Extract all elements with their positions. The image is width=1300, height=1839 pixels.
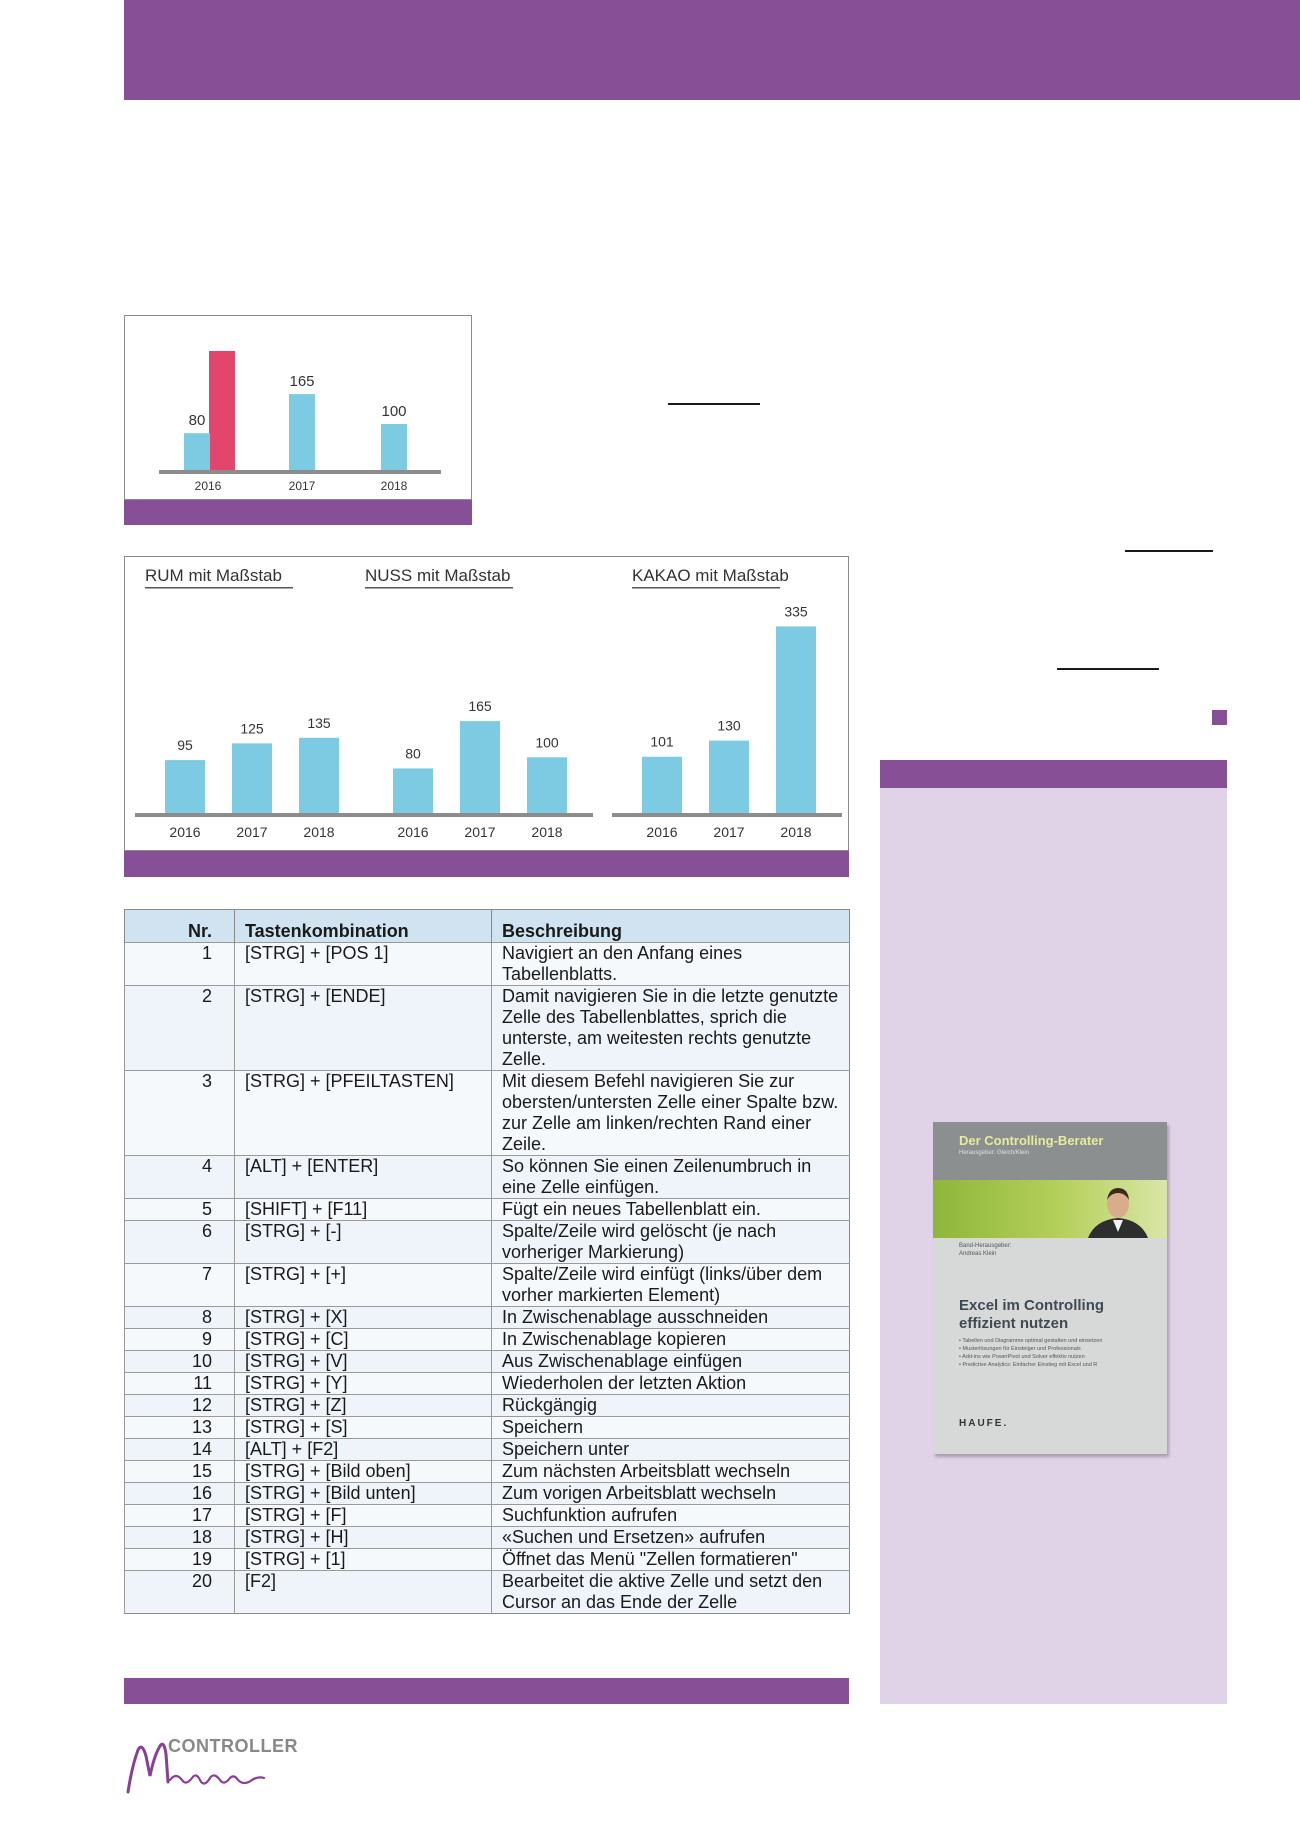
cell-desc: «Suchen und Ersetzen» aufrufen [492, 1527, 850, 1549]
group-title-underline [365, 587, 513, 589]
chart-grouped-svg [125, 557, 848, 850]
table-row [125, 1505, 850, 1527]
cell-keys: [STRG] + [C] [235, 1329, 492, 1351]
header-band [124, 0, 1300, 100]
cell-keys: [STRG] + [Y] [235, 1373, 492, 1395]
link-underline-1 [668, 403, 760, 405]
cell-nr: 16 [125, 1483, 235, 1505]
table-row [125, 1221, 850, 1264]
cell-desc: Speichern [492, 1417, 850, 1439]
cell-desc: Rückgängig [492, 1395, 850, 1417]
cell-nr: 14 [125, 1439, 235, 1461]
author-portrait [1083, 1182, 1153, 1238]
bar [527, 757, 567, 813]
book-bullet: • Predictive Analytics: Einfacher Einstieg mit Excel und R [959, 1362, 1098, 1368]
table-row [125, 1461, 850, 1483]
book-band-editor [959, 1242, 1011, 1258]
book-bullets [959, 1337, 1159, 1369]
table-row [125, 1071, 850, 1156]
cell-desc: Damit navigieren Sie in die letzte genutzte Zelle des Tabellenblattes, sprich die unterste, am weitesten rechts genutzte Zelle. [492, 986, 850, 1071]
cell-keys: [STRG] + [X] [235, 1307, 492, 1329]
cell-nr: 3 [125, 1071, 235, 1156]
table-row [125, 1395, 850, 1417]
cell-keys: [F2] [235, 1571, 492, 1614]
cell-desc: Zum nächsten Arbeitsblatt wechseln [492, 1461, 850, 1483]
cell-keys: [STRG] + [S] [235, 1417, 492, 1439]
data-label: 95 [177, 737, 193, 754]
data-label: 100 [381, 403, 407, 420]
tick-label: 2018 [380, 479, 408, 493]
chart-single-caption-bar [124, 500, 472, 525]
table-row [125, 1439, 850, 1461]
cell-keys: [ALT] + [ENTER] [235, 1156, 492, 1199]
shortcut-table [124, 909, 850, 1614]
x-axis [159, 470, 441, 474]
controller-magazin-logo [124, 1736, 298, 1798]
bar [381, 424, 407, 470]
cell-desc: In Zwischenablage ausschneiden [492, 1307, 850, 1329]
tick-label: 2018 [780, 824, 812, 840]
x-axis [363, 813, 593, 817]
bar [165, 760, 205, 813]
cell-nr: 12 [125, 1395, 235, 1417]
data-label: 335 [784, 603, 808, 620]
cell-desc: Speichern unter [492, 1439, 850, 1461]
cell-keys: [STRG] + [Z] [235, 1395, 492, 1417]
book-bullet: • Add-ins wie PowerPivot und Solver effektiv nutzen [959, 1354, 1085, 1360]
book-title-line2: effizient nutzen [959, 1315, 1069, 1332]
data-label: 165 [289, 373, 315, 391]
cell-desc: Zum vorigen Arbeitsblatt wechseln [492, 1483, 850, 1505]
table-row [125, 1307, 850, 1329]
cell-nr: 7 [125, 1264, 235, 1307]
cell-desc: Bearbeitet die aktive Zelle und setzt den Cursor an das Ende der Zelle [492, 1571, 850, 1614]
cell-desc: Fügt ein neues Tabellenblatt ein. [492, 1199, 850, 1221]
book-publisher-logo: HAUFE. [959, 1418, 1009, 1429]
cell-nr: 18 [125, 1527, 235, 1549]
cell-keys: [STRG] + [V] [235, 1351, 492, 1373]
cell-nr: 17 [125, 1505, 235, 1527]
bar [232, 743, 272, 813]
book-band-editor-label: Band-Herausgeber: [959, 1243, 1012, 1249]
cell-desc: Öffnet das Menü "Zellen formatieren" [492, 1549, 850, 1571]
cell-keys: [STRG] + [Bild oben] [235, 1461, 492, 1483]
cell-keys: [STRG] + [Bild unten] [235, 1483, 492, 1505]
table-row [125, 1549, 850, 1571]
cell-keys: [SHIFT] + [F11] [235, 1199, 492, 1221]
book-cover-top [933, 1122, 1167, 1180]
cell-desc: Spalte/Zeile wird gelöscht (je nach vorheriger Markierung) [492, 1221, 850, 1264]
bar [460, 721, 500, 813]
cell-nr: 19 [125, 1549, 235, 1571]
cell-nr: 10 [125, 1351, 235, 1373]
cell-nr: 5 [125, 1199, 235, 1221]
table-row [125, 1483, 850, 1505]
link-underline-3 [1057, 668, 1159, 670]
data-label: 125 [240, 720, 264, 737]
chart-single-svg [125, 316, 471, 499]
table-row [125, 1351, 850, 1373]
col-header-keys: Tastenkombination [235, 910, 492, 943]
cell-nr: 11 [125, 1373, 235, 1395]
cell-keys: [STRG] + [ENDE] [235, 986, 492, 1071]
cell-nr: 9 [125, 1329, 235, 1351]
cell-nr: 13 [125, 1417, 235, 1439]
highlight-bar [209, 351, 235, 470]
book-title-line1: Excel im Controlling [959, 1297, 1105, 1314]
x-axis [612, 813, 842, 817]
group-title: KAKAO mit Maßstab [632, 566, 789, 585]
bar [393, 768, 433, 813]
table-row [125, 1264, 850, 1307]
link-underline-2 [1125, 550, 1213, 552]
cell-nr: 20 [125, 1571, 235, 1614]
data-label: 135 [307, 714, 331, 731]
group-title: NUSS mit Maßstab [365, 566, 511, 585]
col-header-nr: Nr. [125, 910, 235, 943]
bar [299, 738, 339, 813]
data-label: 100 [535, 734, 559, 751]
x-axis [135, 813, 365, 817]
data-label: 80 [405, 745, 421, 762]
chart-grouped [124, 556, 849, 851]
logo-text: CONTROLLER [168, 1736, 298, 1756]
tick-label: 2016 [169, 824, 201, 840]
cell-nr: 4 [125, 1156, 235, 1199]
table-row [125, 1329, 850, 1351]
chart-single [124, 315, 472, 500]
table-header-row [125, 910, 850, 943]
col-header-desc: Beschreibung [492, 910, 850, 943]
cell-keys: [STRG] + [+] [235, 1264, 492, 1307]
table-row [125, 1527, 850, 1549]
sidebar-header [880, 760, 1227, 788]
cell-keys: [STRG] + [POS 1] [235, 943, 492, 986]
end-marker [1212, 710, 1227, 725]
cell-desc: Spalte/Zeile wird einfügt (links/über dem vorher markierten Element) [492, 1264, 850, 1307]
cell-desc: Wiederholen der letzten Aktion [492, 1373, 850, 1395]
book-band-editor-name: Andreas Klein [959, 1251, 997, 1257]
book-bullet: • Musterlösungen für Einsteiger und Professionals [959, 1346, 1081, 1352]
tick-label: 2016 [646, 824, 678, 840]
cell-desc: In Zwischenablage kopieren [492, 1329, 850, 1351]
table-caption-bar [124, 1678, 849, 1704]
book-editors: Herausgeber: Gleich/Klein [959, 1150, 1030, 1156]
data-label: 101 [650, 733, 674, 750]
cell-keys: [STRG] + [1] [235, 1549, 492, 1571]
tick-label: 2017 [464, 824, 496, 840]
group-title-underline [632, 587, 780, 589]
table-row [125, 1417, 850, 1439]
table-row [125, 986, 850, 1071]
book-series: Der Controlling-Berater [959, 1133, 1104, 1148]
book-title [959, 1297, 1159, 1333]
tick-label: 2016 [194, 479, 222, 493]
cell-nr: 8 [125, 1307, 235, 1329]
cell-keys: [ALT] + [F2] [235, 1439, 492, 1461]
cell-desc: Navigiert an den Anfang eines Tabellenblatts. [492, 943, 850, 986]
cell-nr: 2 [125, 986, 235, 1071]
tick-label: 2018 [531, 824, 563, 840]
cell-desc: Suchfunktion aufrufen [492, 1505, 850, 1527]
tick-label: 2017 [288, 479, 316, 493]
table-row [125, 1571, 850, 1614]
bar [776, 626, 816, 813]
cell-nr: 1 [125, 943, 235, 986]
table-row [125, 943, 850, 986]
cell-keys: [STRG] + [-] [235, 1221, 492, 1264]
bar [709, 741, 749, 813]
table-row [125, 1199, 850, 1221]
cell-keys: [STRG] + [F] [235, 1505, 492, 1527]
tick-label: 2018 [303, 824, 335, 840]
tick-label: 2017 [236, 824, 268, 840]
tick-label: 2016 [397, 824, 429, 840]
data-label: 80 [188, 412, 206, 430]
cell-nr: 15 [125, 1461, 235, 1483]
cell-keys: [STRG] + [H] [235, 1527, 492, 1549]
tick-label: 2017 [713, 824, 745, 840]
chart-grouped-caption-bar [124, 851, 849, 877]
book-cover [933, 1122, 1167, 1454]
book-bullet: • Tabellen und Diagramme optimal gestalten und einsetzen [959, 1338, 1103, 1344]
table-row [125, 1373, 850, 1395]
group-title-underline [145, 587, 293, 589]
cell-nr: 6 [125, 1221, 235, 1264]
data-label: 165 [468, 698, 492, 715]
cell-desc: Mit diesem Befehl navigieren Sie zur obersten/untersten Zelle einer Spalte bzw. zur Zelle am linken/rechten Rand einer Zeile. [492, 1071, 850, 1156]
bar [289, 394, 315, 470]
bar [642, 757, 682, 813]
data-label: 130 [717, 717, 741, 734]
bar [184, 433, 210, 470]
group-title: RUM mit Maßstab [145, 566, 282, 585]
cell-desc: Aus Zwischenablage einfügen [492, 1351, 850, 1373]
cell-keys: [STRG] + [PFEILTASTEN] [235, 1071, 492, 1156]
table-row [125, 1156, 850, 1199]
cell-desc: So können Sie einen Zeilenumbruch in eine Zelle einfügen. [492, 1156, 850, 1199]
